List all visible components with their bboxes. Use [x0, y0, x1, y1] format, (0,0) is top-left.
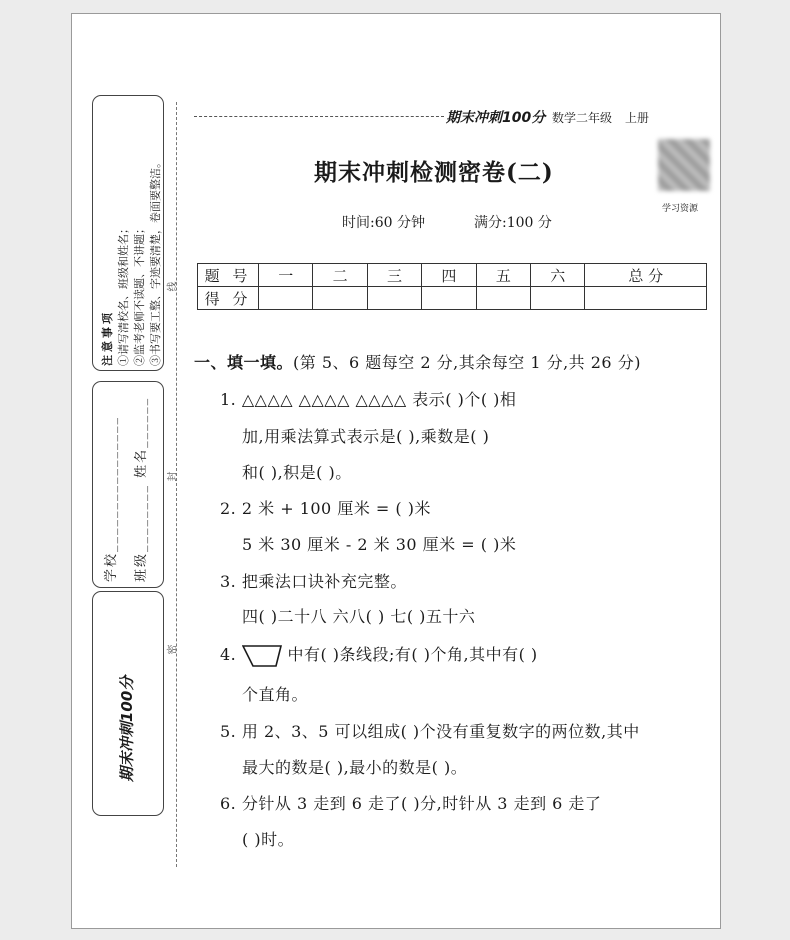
q1-line1: 1. △△△△ △△△△ △△△△ 表示( )个( )相: [220, 390, 517, 409]
q6-line2: ( )时。: [242, 830, 295, 849]
brand-vertical-box: [92, 591, 164, 816]
qr-code[interactable]: [658, 139, 710, 191]
notice-line-2: ②监考老师不读题、不讲题；: [133, 223, 146, 366]
q2-line1: 2. 2 米 + 100 厘米 = ( )米: [220, 499, 431, 518]
q4-number: 4.: [220, 645, 237, 664]
score-input-3[interactable]: [367, 287, 421, 310]
notice-label: 注意事项: [101, 310, 114, 366]
school-label: 学校: [104, 551, 119, 582]
brand-vertical: 期末冲刺100分: [118, 675, 136, 782]
score-table-score-row: [198, 287, 707, 310]
q5-line2: 最大的数是( ),最小的数是( )。: [242, 758, 468, 777]
score-input-6[interactable]: [531, 287, 585, 310]
score-cell-1: 一: [259, 264, 313, 287]
score-input-5[interactable]: [476, 287, 530, 310]
score-input-total[interactable]: [585, 287, 707, 310]
school-field[interactable]: 学校________________: [104, 415, 119, 582]
exam-time: 时间:60 分钟: [342, 215, 425, 231]
q4-line1: [220, 642, 538, 668]
class-label: 班级: [134, 551, 149, 582]
score-cell-label: 题 号: [198, 264, 259, 287]
cut-line: [176, 102, 177, 867]
score-cell-5: 五: [476, 264, 530, 287]
q4-line2: 个直角。: [242, 685, 309, 704]
header-dashed-line: [194, 116, 444, 117]
score-cell-total: 总 分: [585, 264, 707, 287]
score-table-header-row: [198, 264, 707, 287]
notice-line-3: ③书写要工整、字迹要清楚，卷面要整洁。: [149, 157, 162, 366]
name-label: 姓名: [134, 447, 149, 478]
student-info-box: [92, 381, 164, 588]
section1-note: (第 5、6 题每空 2 分,其余每空 1 分,共 26 分): [293, 353, 641, 372]
score-input-1[interactable]: [259, 287, 313, 310]
q3-line2: 四( )二十八 六八( ) 七( )五十六: [242, 607, 476, 626]
header-brand: 期末冲刺100分: [446, 110, 546, 126]
notice-line-1: ①请写清校名、班级和姓名；: [117, 223, 130, 366]
class-field[interactable]: 班级________ 姓名______: [134, 396, 149, 582]
qr-label: 学习资源: [662, 204, 699, 214]
header-volume: 上册: [625, 111, 650, 125]
score-table: [197, 263, 707, 310]
score-input-4[interactable]: [422, 287, 476, 310]
section1-heading: [194, 350, 641, 373]
q6-line1: 6. 分针从 3 走到 6 走了( )分,时针从 3 走到 6 走了: [220, 794, 602, 813]
q4-text: 中有( )条线段;有( )个角,其中有( ): [287, 645, 538, 664]
exam-sheet: [71, 13, 721, 929]
score-input-2[interactable]: [313, 287, 367, 310]
exam-title: 期末冲刺检测密卷(二): [314, 159, 554, 186]
q3-line1: 3. 把乘法口诀补充完整。: [220, 572, 407, 591]
notice-box: [92, 95, 164, 371]
header-subject: 数学二年级: [552, 111, 613, 125]
q1-line3: 和( ),积是( )。: [242, 463, 352, 482]
q2-line2: 5 米 30 厘米 - 2 米 30 厘米 = ( )米: [242, 535, 517, 554]
cut-mark-line: 线: [167, 281, 179, 292]
score-cell-3: 三: [367, 264, 421, 287]
score-row-label: 得 分: [198, 287, 259, 310]
q1-line2: 加,用乘法算式表示是( ),乘数是( ): [242, 427, 490, 446]
cut-mark-seal: 封: [167, 471, 179, 482]
score-cell-6: 六: [531, 264, 585, 287]
exam-full-score: 满分:100 分: [474, 215, 552, 231]
section1-title: 一、填一填。: [194, 353, 294, 372]
trapezoid-icon: [242, 644, 282, 668]
q5-line1: 5. 用 2、3、5 可以组成( )个没有重复数字的两位数,其中: [220, 722, 640, 741]
score-cell-2: 二: [313, 264, 367, 287]
cut-mark-secret: 密: [167, 644, 179, 655]
score-cell-4: 四: [422, 264, 476, 287]
